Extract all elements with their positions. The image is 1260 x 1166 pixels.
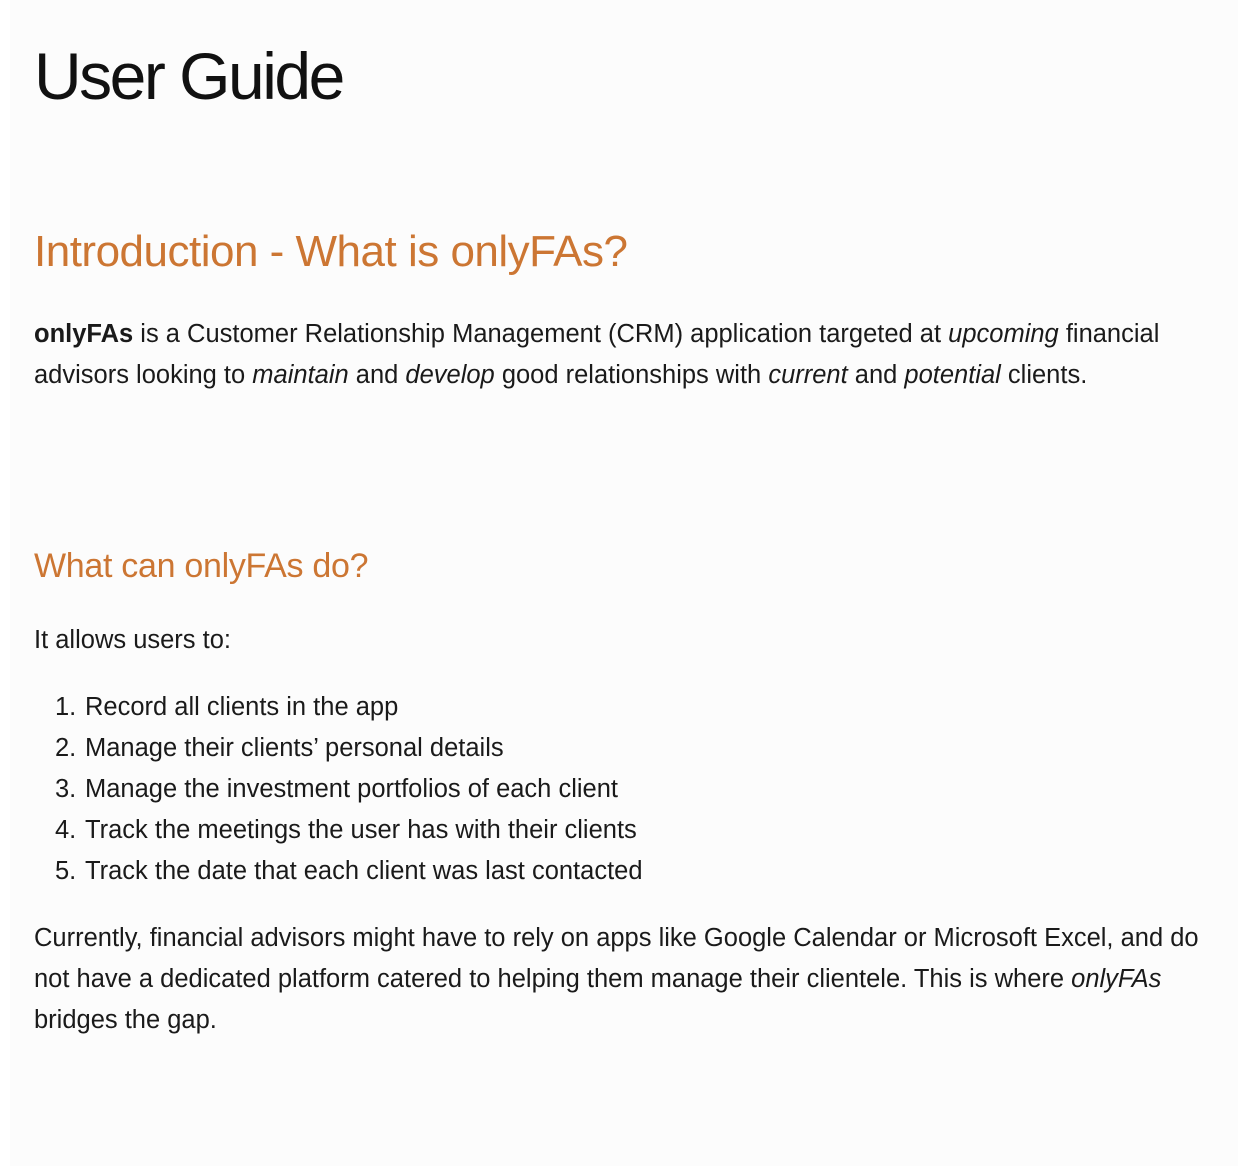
app-name-bold: onlyFAs <box>34 320 134 348</box>
list-item-number: 2. <box>55 734 77 762</box>
intro-text-6: clients. <box>1000 360 1088 389</box>
list-item-text: Manage their clients’ personal details <box>85 734 504 762</box>
intro-text-5: and <box>847 360 905 389</box>
emphasis-upcoming: upcoming <box>948 320 1059 348</box>
emphasis-onlyfas: onlyFAs <box>1071 964 1162 993</box>
list-item-text: Manage the investment portfolios of each client <box>85 775 618 803</box>
intro-text-4: good relationships with <box>494 360 769 389</box>
list-item-text: Track the date that each client was last contacted <box>85 857 643 885</box>
emphasis-current: current <box>768 360 848 389</box>
closing-paragraph <box>34 918 1224 1040</box>
intro-text-1: is a Customer Relationship Management (CRM) application targeted at <box>133 320 949 348</box>
capabilities-heading: What can onlyFAs do? <box>34 547 369 585</box>
list-item-number: 4. <box>55 816 77 844</box>
intro-text-3: and <box>348 360 406 389</box>
list-item-number: 1. <box>55 693 77 721</box>
intro-heading: Introduction - What is onlyFAs? <box>34 227 628 276</box>
list-item <box>34 851 643 892</box>
list-item-text: Record all clients in the app <box>85 693 399 721</box>
capabilities-list <box>34 687 643 892</box>
emphasis-potential: potential <box>904 360 1001 389</box>
list-item <box>34 728 643 769</box>
list-item <box>34 687 643 728</box>
emphasis-maintain: maintain <box>252 360 349 389</box>
list-item <box>34 769 643 810</box>
closing-text-1: Currently, financial advisors might have to rely on apps like Google Calendar or Microsoft Excel, and do not have a dedicated platform catered to helping them manage their clientele. This is where <box>34 924 1199 993</box>
list-item-number: 5. <box>55 857 77 885</box>
closing-text-2: bridges the gap. <box>34 1005 217 1034</box>
emphasis-develop: develop <box>405 360 495 389</box>
document-page <box>10 0 1238 1166</box>
intro-text-2: financial advisors looking to <box>34 320 1160 389</box>
capabilities-lead: It allows users to: <box>34 626 231 654</box>
page-title: User Guide <box>34 39 343 113</box>
list-item-text: Track the meetings the user has with their clients <box>85 816 637 844</box>
list-item-number: 3. <box>55 775 77 803</box>
intro-paragraph <box>34 314 1224 396</box>
list-item <box>34 810 643 851</box>
